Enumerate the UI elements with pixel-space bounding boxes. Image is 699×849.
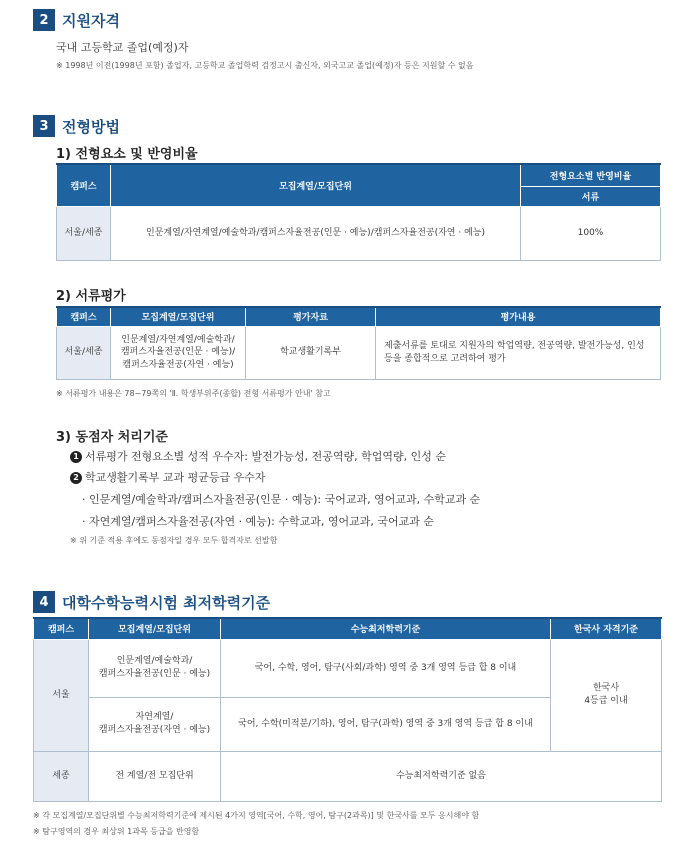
tie-item-1-text: 서류평가 전형요소별 성적 우수자: 발전가능성, 전공역량, 학업역량, 인성 순 [85,450,446,463]
cell-material: 학교생활기록부 [246,326,376,379]
cell-unit [111,326,246,379]
unit-line: 인문계열/예술학과/ [116,656,193,667]
unit-line: 인문계열/자연계열/예술학과/ [121,334,235,345]
cell-campus-seoul: 서울 [34,639,89,751]
min-standard-note-2: ※ 탐구영역의 경우 최상위 1과목 등급을 반영함 [33,827,200,836]
section-4-number: 4 [33,591,55,613]
cell-campus: 서울/세종 [57,326,111,379]
document-eval-table [56,306,661,380]
tie-item-1 [70,448,446,464]
number-1-icon: 1 [70,451,82,463]
th-ratio: 전형요소별 반영비율 [521,164,661,186]
tie-item-2 [70,469,266,485]
cell-campus: 서울/세종 [57,206,111,260]
cell-campus-sejong: 세종 [34,751,89,801]
unit-line: 캠퍼스자율전공(자연 · 예능) [98,725,211,735]
unit-line: 캠퍼스자율전공(자연 · 예능) [122,359,234,370]
th-unit: 모집계열/모집단위 [111,307,246,326]
content-line: 등을 종합적으로 고려하여 평가 [384,353,506,364]
history-line: 한국사 [592,683,620,694]
subsection-2-title: 2) 서류평가 [56,289,126,304]
ratio-table [56,163,661,261]
th-min-standard: 수능최저학력기준 [221,618,551,639]
cell-unit-1 [89,639,221,697]
cell-content [376,326,661,379]
tie-note: ※ 위 기준 적용 후에도 동점자일 경우 모두 합격자로 선발함 [70,536,278,545]
th-unit: 모집계열/모집단위 [89,618,221,639]
section-3-number: 3 [33,115,55,137]
tie-bullet-1: · 인문계열/예술학과/캠퍼스자율전공(인문 · 예능): 국어교과, 영어교과, 수학교과 순 [82,493,481,506]
document-eval-note: ※ 서류평가 내용은 78~79쪽의 'Ⅱ. 학생부위주(종합) 전형 서류평가 안내' 참고 [56,389,331,398]
cell-history [551,639,662,751]
cell-min-2: 국어, 수학(미적분/기하), 영어, 탐구(과학) 영역 중 3개 영역 등급 합 8 이내 [221,697,551,751]
section-4-title: 대학수학능력시험 최저학력기준 [62,594,271,612]
th-campus: 캠퍼스 [34,618,89,639]
th-content: 평가내용 [376,307,661,326]
section-2-title: 지원자격 [62,12,120,30]
section-3-title: 전형방법 [62,118,120,136]
min-standard-note-1: ※ 각 모집계열/모집단위별 수능최저학력기준에 제시된 4가지 영역[국어, 수학, 영어, 탐구(2과목)] 및 한국사를 모두 응시해야 함 [33,811,480,820]
cell-unit-2 [89,697,221,751]
th-unit: 모집계열/모집단위 [111,164,521,206]
th-history: 한국사 자격기준 [551,618,662,639]
tie-item-2-text: 학교생활기록부 교과 평균등급 우수자 [85,471,266,484]
unit-line: 캠퍼스자율전공(인문 · 예능)/ [120,347,236,358]
section-2-number: 2 [33,9,55,31]
th-document: 서류 [521,186,661,206]
th-material: 평가자료 [246,307,376,326]
history-line: 4등급 이내 [584,696,628,706]
cell-min-3: 수능최저학력기준 없음 [221,751,662,801]
th-campus: 캠퍼스 [57,307,111,326]
unit-line: 자연계열/ [135,712,174,723]
cell-min-1: 국어, 수학, 영어, 탐구(사회/과학) 영역 중 3개 영역 등급 합 8 이내 [221,639,551,697]
content-line: 제출서류를 토대로 지원자의 학업역량, 전공역량, 발전가능성, 인성 [384,340,645,351]
number-2-icon: 2 [70,472,82,484]
cell-ratio: 100% [521,206,661,260]
cell-unit-3: 전 계열/전 모집단위 [89,751,221,801]
subsection-3-title: 3) 동점자 처리기준 [56,430,168,445]
eligibility-note: ※ 1998년 이전(1998년 포함) 졸업자, 고등학교 졸업학력 검정고시 출신자, 외국고교 졸업(예정)자 등은 지원할 수 없음 [56,61,474,70]
unit-line: 캠퍼스자율전공(인문 · 예능) [98,669,211,679]
tie-bullet-2: · 자연계열/캠퍼스자율전공(자연 · 예능): 수학교과, 영어교과, 국어교과 순 [82,515,434,528]
subsection-1-title: 1) 전형요소 및 반영비율 [56,147,198,162]
min-standard-table [33,617,662,802]
cell-unit: 인문계열/자연계열/예술학과/캠퍼스자율전공(인문 · 예능)/캠퍼스자율전공(자연 · 예능) [111,206,521,260]
eligibility-text: 국내 고등학교 졸업(예정)자 [56,41,189,54]
th-campus: 캠퍼스 [57,164,111,206]
